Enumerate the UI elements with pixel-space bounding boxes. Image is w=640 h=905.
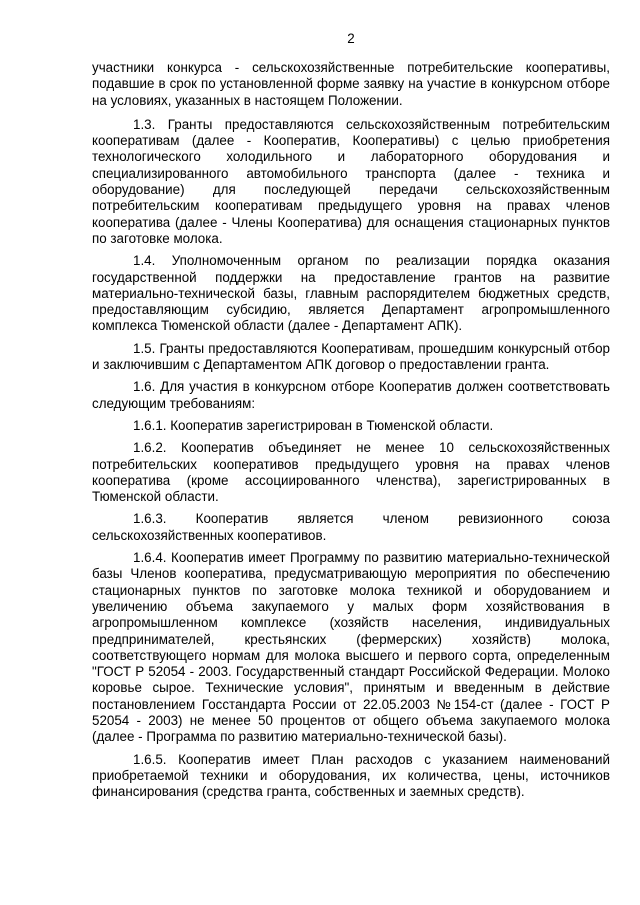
page-number: 2: [347, 31, 355, 46]
paragraph-1-6-1: 1.6.1. Кооператив зарегистрирован в Тюменской области.: [133, 417, 494, 433]
paragraph-1-4: 1.4. Уполномоченным органом по реализации порядка оказания государственной поддержки на предоставление грантов на развитие материально-технической базы, главным распорядителем бюджетных средств, предоставляющим субсидию, является Департамент агропромышленного комплекса Тюменской области (далее - Департамент АПК).: [92, 253, 610, 334]
paragraph-1-6-4: 1.6.4. Кооператив имеет Программу по развитию материально-технической базы Членов кооператива, предусматривающую мероприятия по обеспечению стационарных пунктов по заготовке молока техникой и оборудованием и увеличению объема закупаемого у малых форм хозяйствования в агропромышленном комплексе (хозяйств населения, индивидуальных предпринимателей, крестьянских (фермерских) хозяйств) молока, соответствующего нормам для молока высшего и первого сорта, определенным "ГОСТ Р 52054 - 2003. Государственный стандарт Российской Федерации. Молоко коровье сырое. Технические условия", принятым и введенным в действие постановлением Госстандарта России от 22.05.2003 №154-ст (далее - ГОСТ Р 52054 - 2003) не менее 50 процентов от общего объема закупаемого молока (далее - Программа по развитию материально-технической базы).: [92, 550, 610, 745]
paragraph-1-6-3: 1.6.3. Кооператив является членом ревизионного союза сельскохозяйственных кооперативов.: [92, 511, 610, 543]
paragraph-1-6-2: 1.6.2. Кооператив объединяет не менее 10 сельскохозяйственных потребительских кооперативов предыдущего уровня на правах членов кооператива (кроме ассоциированного членства), зарегистрированных в Тюменской области.: [92, 440, 610, 505]
document-body: [92, 60, 610, 800]
paragraph-1-5: 1.5. Гранты предоставляются Кооперативам, прошедшим конкурсный отбор и заключившим с Департаментом АПК договор о предоставлении гранта.: [92, 340, 610, 373]
paragraph-intro-continuation: участники конкурса - сельскохозяйственные потребительские кооперативы, подавшие в срок по установленной форме заявку на участие в конкурсном отборе на условиях, указанных в настоящем Положении.: [92, 60, 610, 108]
paragraph-1-3: 1.3. Гранты предоставляются сельскохозяйственным потребительским кооперативам (далее - Кооператив, Кооперативы) с целью приобретения технологического холодильного и лабораторного оборудования и специализированного автомобильного транспорта (далее - техника и оборудование) для последующей передачи сельскохозяйственным потребительским кооперативам предыдущего уровня на правах членов кооператива (далее - Члены Кооператива) для оснащения стационарных пунктов по заготовке молока.: [92, 116, 610, 246]
paragraph-1-6-5: 1.6.5. Кооператив имеет План расходов с указанием наименований приобретаемой техники и оборудования, их количества, цены, источников финансирования (средства гранта, собственных и заемных средств).: [92, 751, 610, 800]
paragraph-1-6: 1.6. Для участия в конкурсном отборе Кооператив должен соответствовать следующим требованиям:: [92, 379, 610, 411]
